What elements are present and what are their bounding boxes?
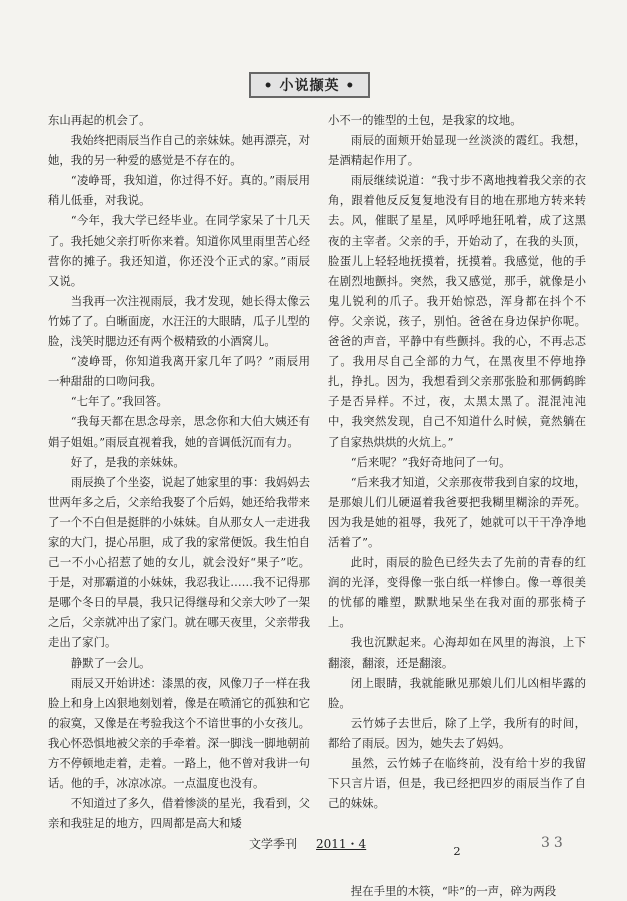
paragraph: “后来呢？”我好奇地问了一句。 [350,454,511,469]
paragraph: 雨辰的面颊开始显现一丝淡淡的霞红。我想，是酒精起作用了。 [328,133,586,168]
paragraph: 不知道过了多久，借着惨淡的星光，我看到，父亲和我驻足的地方，四周都是高大和矮 [48,796,311,831]
paragraph: 雨辰继续说道：“我寸步不离地拽着我父亲的衣角，跟着他反反复复地没有目的地在那地方转来转去。风，催眠了星星，风呼呼地狂吼着，成了这黑夜的主宰者。父亲的手，开始动了，在我的头顶，脸蛋儿上轻轻地抚摸着，抚摸着。我感觉，他的手在剧烈地颤抖。突然，我又感觉，那手，就像是小鬼儿锐利的爪子。我开始惊恐，浑身都在抖个不停。父亲说，孩子，别怕。爸爸在身边保护你呢。爸爸的声音，平静中有些颤抖。我的心，不再忐忑了。我用尽自己全部的力气，在黑夜里不停地挣扎，挣扎。因为，我想看到父亲那张脸和那俩鹤眸子是否异样。不过，夜，太黑太黑了。混混沌沌中，我突然发现，自己不知道什么时候，竟然躺在了自家热烘烘的火炕上。” [328,173,586,449]
paragraph: 静默了一会儿。 [70,655,151,670]
right-column [328,110,586,901]
paragraph: “今年，我大学已经毕业。在同学家呆了十几天了。我托她父亲打听你来着。知道你风里雨里苦心经营你的摊子。我还知道，你还没个正式的家。”雨辰又说。 [48,213,310,288]
issue-number: 2011・4 [316,837,367,851]
left-column [48,110,310,833]
section-title: • 小说撷英 • [263,78,356,94]
paragraph: 虽然，云竹姊子在临终前，没有给十岁的我留下只言片语，但是，我已经把四岁的雨辰当作了自己的妹妹。 [328,756,586,811]
paragraph: 捏在手里的木筷，“咔”的一声，碎为两段 [350,884,557,899]
paragraph: “凌峥哥，我知道，你过得不好。真的。”雨辰用稍儿低垂，对我说。 [48,173,310,208]
paragraph: “我每天都在思念母亲，思念你和大伯大姨还有娟子姐姐。”雨辰直视着我，她的音调低沉而有力。 [48,414,310,449]
paragraph: 此时，雨辰的脸色已经失去了先前的青春的红润的光泽，变得像一张白纸一样惨白。像一尊很美的忧郁的雕塑，默默地呆坐在我对面的那张椅子上。 [328,555,586,630]
paragraph: 小不一的锥型的土包，是我家的坟地。 [328,113,522,127]
page-number: 33 [541,835,567,851]
paragraph: 我始终把雨辰当作自己的亲妹妹。她再漂亮，对她，我的另一种爱的感觉是不存在的。 [48,133,311,168]
paragraph: 我也沉默起来。心海却如在风里的海浪，上下翻滚，翻滚，还是翻滚。 [328,635,586,670]
page-footer [0,835,627,855]
paragraph: 云竹姊子去世后，除了上学，我所有的时间，都给了雨辰。因为，她失去了妈妈。 [328,715,586,750]
journal-name: 文学季刊 [249,837,298,851]
paragraph: “后来我才知道，父亲那夜带我到自家的坟地，是那娘儿们儿硬逼着我爸要把我糊里糊涂的弄死。因为我是她的祖辱，我死了，她就可以干干净净地活着了”。 [328,474,586,549]
paragraph: 雨辰换了个坐姿，说起了她家里的事：我妈妈去世两年多之后，父亲给我娶了个后妈，她还给我带来了一个不白但是挺胖的小妹妹。自从那女人一走进我家的大门，提心吊胆，成了我的家常便饭。我生怕自己一不小心招惹了她的女儿，就会没好“果子”吃。于是，对那霸道的小妹妹，我忍我让……我不记得那是哪个冬日的早晨，我只记得继母和父亲大吵了一架之后，父亲就冲出了家门。就在哪天夜里，父亲带我走出了家门。 [48,474,311,650]
paragraph: “七年了。”我回答。 [70,394,168,409]
paragraph: 闭上眼睛，我就能瞅见那娘儿们儿凶相毕露的脸。 [328,675,586,710]
section-number: 2 [453,844,461,859]
paragraph: “凌峥哥，你知道我离开家几年了吗？”雨辰用一种甜甜的口吻问我。 [48,354,310,389]
paragraph: 雨辰又开始讲述：漆黑的夜，风像刀子一样在我脸上和身上凶狠地刻划着，像是在喷涌它的孤独和它的寂寞，又像是在考验我这个不谙世事的小女孩儿。我心怀恐惧地被父亲的手牵着。深一脚浅一脚地朝前方不停顿地走着，走着。一路上，他不曾对我讲一句话。他的手，冰凉冰凉。一点温度也没有。 [48,675,311,791]
paragraph: 当我再一次注视雨辰，我才发现，她长得太像云竹姊了了。白晰面庞，水汪汪的大眼睛，瓜子儿型的脸，浅笑时腮边还有两个极精致的小酒窝儿。 [48,293,311,349]
paragraph: 东山再起的机会了。 [48,113,151,127]
section-header-box [249,72,370,98]
paragraph: 好了，是我的亲妹妹。 [70,454,185,469]
